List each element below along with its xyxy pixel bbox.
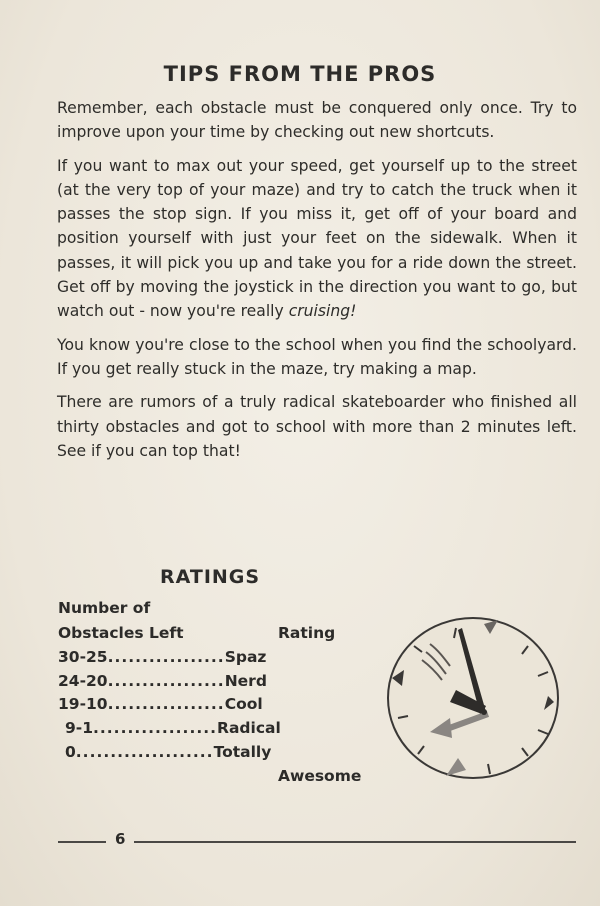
- page-number: 6: [115, 830, 126, 848]
- page-title: TIPS FROM THE PROS: [163, 62, 437, 86]
- rating-value: Cool: [224, 695, 263, 713]
- leader-dots: ....................: [75, 743, 214, 761]
- leader-dots: ..................: [93, 719, 218, 737]
- page-footer: [0, 830, 600, 854]
- rating-range: 24-20: [58, 672, 108, 690]
- tip-paragraph-4: There are rumors of a truly radical skateboarder who finished all thirty obstacles and got to school with more than 2 minutes left. See if you can top that!: [57, 393, 577, 460]
- leader-dots: .................: [107, 648, 225, 666]
- leader-dots: .................: [107, 695, 225, 713]
- footer-rule-right: [134, 841, 576, 843]
- col-header-line2: Obstacles Left: [58, 624, 184, 642]
- col-header-line1: Number of: [58, 599, 151, 617]
- tip-paragraph-1: Remember, each obstacle must be conquered only once. Try to improve upon your time by checking out new shortcuts.: [57, 99, 577, 142]
- rating-row: [58, 694, 263, 714]
- rating-continuation: Awesome: [278, 767, 362, 785]
- rating-range: 9-1: [65, 719, 94, 737]
- ratings-title: RATINGS: [160, 566, 261, 588]
- tip-paragraph-2-text: If you want to max out your speed, get yourself up to the street (at the very top of your maze) and try to catch the truck when it passes the stop sign. If you miss it, get off of your board and position yourself with just your feet on the sidewalk. When it passes, it will pick you up and take you for a ride down the street. Get off by moving the joystick in the direction you want to go, but watch out - now you're really: [57, 156, 577, 321]
- rating-header: Rating: [278, 624, 336, 642]
- tips-body: [57, 96, 577, 472]
- rating-range: 0: [65, 743, 76, 761]
- footer-rule-left: [58, 841, 106, 843]
- rating-row: [65, 718, 281, 738]
- rating-range: 19-10: [58, 695, 108, 713]
- tip-paragraph-3: You know you're close to the school when you find the schoolyard. If you get really stuck in the maze, try making a map.: [57, 335, 577, 378]
- rating-row: [58, 647, 266, 667]
- rating-row: [58, 671, 267, 691]
- rating-value: Nerd: [224, 672, 267, 690]
- tip-paragraph-2: [57, 154, 577, 324]
- rating-row: [65, 742, 271, 762]
- clock-icon: [378, 606, 568, 791]
- emphasis-cruising: cruising!: [288, 302, 357, 321]
- rating-value: Totally: [213, 743, 272, 761]
- rating-range: 30-25: [58, 648, 108, 666]
- leader-dots: .................: [107, 672, 225, 690]
- rating-value: Radical: [217, 719, 281, 737]
- rating-value: Spaz: [224, 648, 267, 666]
- clock-face: [388, 618, 558, 778]
